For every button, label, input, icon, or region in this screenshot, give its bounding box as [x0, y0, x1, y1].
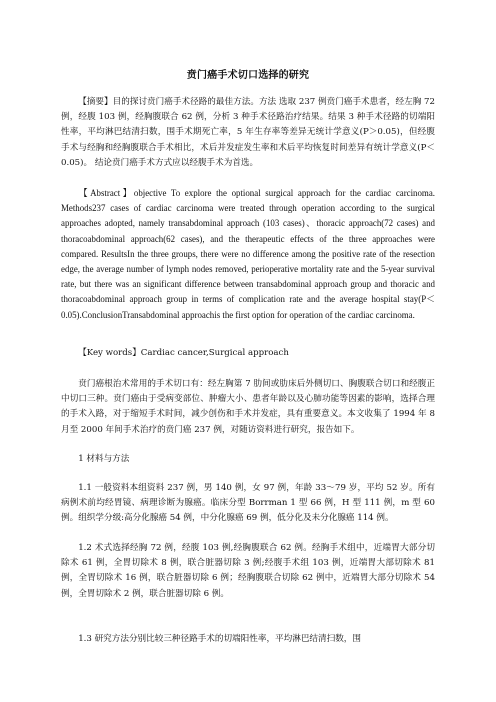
section-heading-materials-methods: 1 材料与方法 — [78, 454, 130, 464]
keywords: 【Key words】Cardiac cancer,Surgical approach — [78, 348, 289, 358]
section-1-2-surgical-approach: 1.2 术式选择经胸 72 例，经腹 103 例,经胸腹联合 62 例。经胸手术组中，近端胃大部分切除术 61 例，全胃切除术 8 例，联合脏器切除 3 例;经腹手术组 103 例，近端胃大部切除术 81 例，全胃切除术 16 例，联合脏器切除 6 例；经胸腹联合切除 62 例中，近端胃大部分切除术 54 例，全胃切除术 2 例，联合脏器切除 6 例。 — [61, 543, 435, 599]
introduction-paragraph: 贲门癌根治术常用的手术切口有：经左胸第 7 肋间或肋床后外侧切口、胸腹联合切口和经腹正中切口三种。贲门癌由于受病变部位、肿瘤大小、患者年龄以及心肺功能等因素的影响，选择合理的手术入路，对于缩短手术时间，减少创伤和手术并发症，具有重要意义。本文收集了 1994 年 8 月至 2000 年间手术治疗的贲门癌 237 例，对随访资料进行研究，报告如下。 — [61, 379, 435, 435]
abstract-chinese: 【摘要】目的探讨贲门癌手术径路的最佳方法。方法 选取 237 例贲门癌手术患者，经左胸 72 例，经腹 103 例，经胸腹联合 62 例，分析 3 种手术径路治疗结果。结果 3 种手术径路的切端阳性率，平均淋巴结清扫数，围手术期死亡率，5 年生存率等差异无统计学意义(P＞0.05)，但经腹手术与经胸和经胸腹联合手术相比，术后并发症发生率和术后平均恢复时间差异有统计学意义(P＜0.05)。 结论贲门癌手术方式应以经腹手术为首选。 — [61, 97, 435, 168]
section-1-3-research-method: 1.3 研究方法分别比较三种径路手术的切端阳性率，平均淋巴结清扫数，围 — [78, 634, 361, 644]
abstract-english: 【Abstract】objective To explore the optional surgical approach for the cardiac carcinoma. Methods237 cases of cardiac carcinoma were treated through operation according to the surgical approaches adopted, namely transabdominal approach (103 cases)、thoracic approach(72 cases) and thoracoabdominal approach(62 cases), and the therapeutic effects of the three approaches were compared. ResultsIn the three groups, there were no difference among the positive rate of the resection edge, the average number of lymph nodes removed, perioperative mortality rate and the 5-year survival rate, but there was an significant difference between transabdominal approach group and thoracic and thoracoabdominal approach group in terms of complication rate and the average hospital stay(P＜0.05).ConclusionTransabdominal approachis the first option for operation of the cardiac carcinoma. — [61, 188, 435, 320]
section-1-1-general-data: 1.1 一般资料本组资料 237 例，男 140 例，女 97 例，年龄 33～79 岁，平均 52 岁。所有病例术前均经胃镜、病理诊断为腺癌。临床分型 Borrman 1 型 66 例，H 型 111 例，m 型 60 例。组织学分级:高分化腺癌 54 例，中分化腺癌 69 例，低分化及未分化腺癌 114 例。 — [61, 483, 435, 524]
document-title: 贲门癌手术切口选择的研究 — [186, 70, 310, 81]
